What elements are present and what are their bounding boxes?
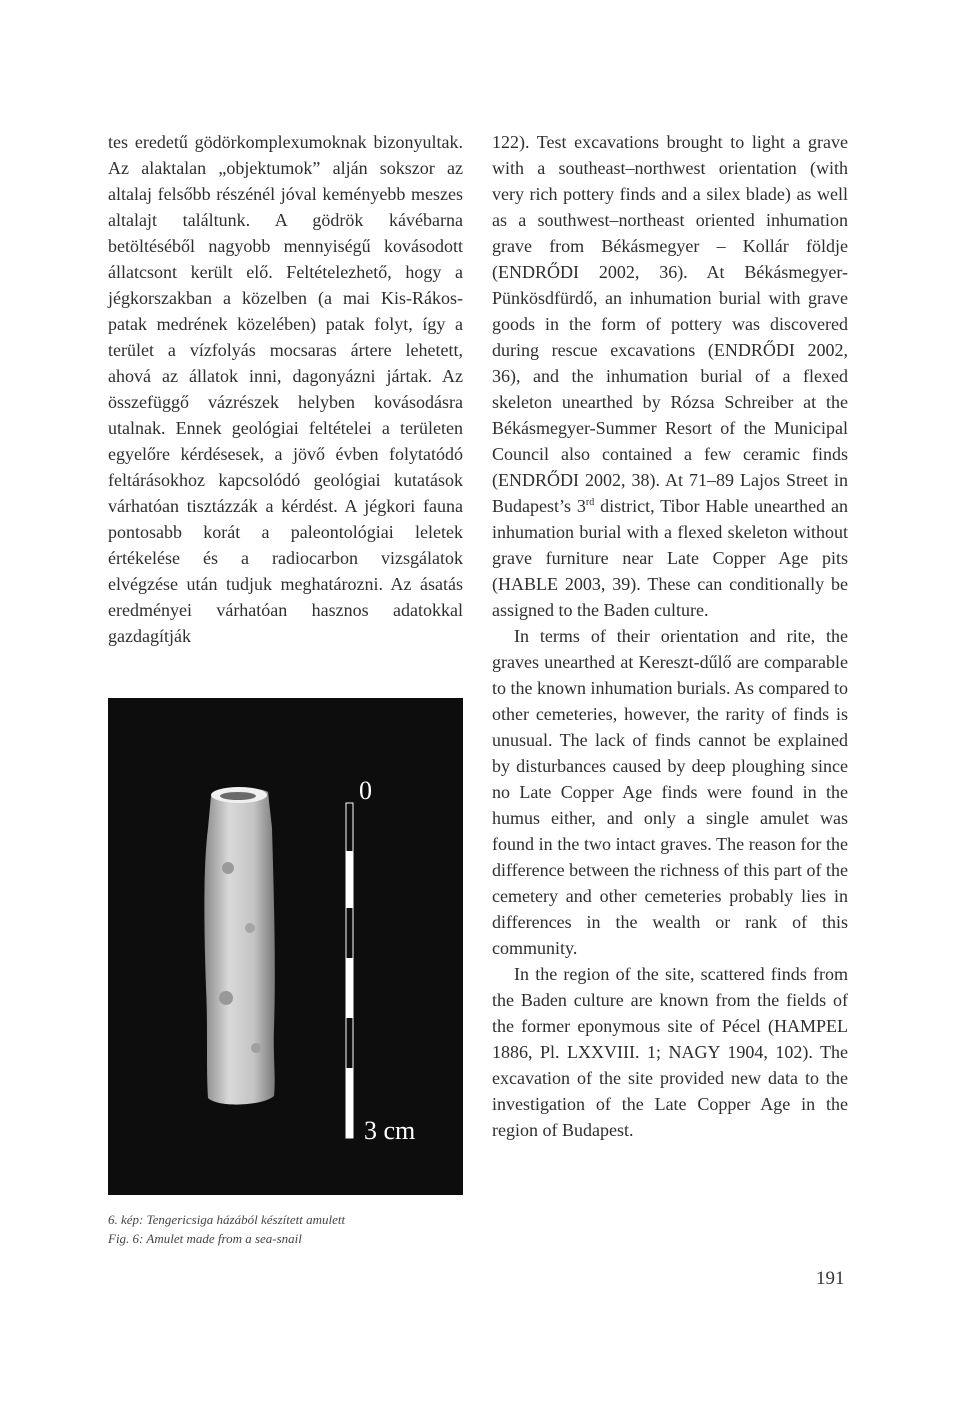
right-paragraph-3: In the region of the site, scattered finds from the Baden culture are known from the fields of the former eponymous site of Pécel (HAMPEL 1886, Pl. LXXVIII. 1; NAGY 1904, 102). The excavation of the site provided new data to the investigation of the Late Copper Age in the region of Budapest. xyxy=(492,964,848,1140)
scale-label-zero: 0 xyxy=(359,776,372,805)
page-number: 191 xyxy=(816,1268,845,1289)
figure-caption xyxy=(108,1210,463,1248)
paragraph-1-text-a: 122). Test excavations brought to light a grave with a southeast–northwest orientation (with very rich pottery finds and a silex blade) as well as a southwest–northeast oriented inhumation grave from Békásmegyer – Kollár földje (ENDRŐDI 2002, 36). At Békásmegyer-Pünkösdfürdő, an inhumation burial with grave goods in the form of pottery was discovered during rescue excavations (ENDRŐDI 2002, 36), and the inhumation burial of a flexed skeleton unearthed by Rózsa Schreiber at the Békásmegyer-Summer Resort of the Municipal Council also contained a few ceramic finds (ENDRŐDI 2002, 38). At 71–89 Lajos Street in Budapest’s 3 xyxy=(492,132,848,516)
left-paragraph: tes eredetű gödörkomplexumoknak bizonyultak. Az alaktalan „objektumok” alján sokszor az altalaj felsőbb részénél jóval keményebb meszes altalajt találtunk. A gödrök kávébarna betöltéséből nagyobb mennyiségű kovásodott állatcsont került elő. Feltételezhető, hogy a jégkorszakban a közelben (a mai Kis-Rákos-patak medrének közelében) patak folyt, így a terület a vízfolyás mocsaras ártere lehetett, ahová az állatok inni, dagonyázni jártak. Az összefüggő vázrészek helyben kovásodásra utalnak. Ennek geológiai feltételei a területen egyelőre kérdésesek, a jövő évben folytatódó feltárásokhoz kapcsolódó geológiai kutatások várhatóan tisztázzák a kérdést. A jégkori fauna pontosabb korát a paleontológiai leletek értékelése és a radiocarbon vizsgálatok elvégzése után tudjuk meghatározni. Az ásatás eredményei várhatóan hasznos adatokkal gazdagítják xyxy=(108,132,463,646)
left-column xyxy=(108,129,463,649)
amulet-object xyxy=(204,789,274,1105)
ordinal-superscript: rd xyxy=(585,497,595,508)
caption-hungarian: 6. kép: Tengericsiga házából készített amulett xyxy=(108,1212,346,1227)
scale-bar xyxy=(346,803,353,1138)
right-paragraph-2: In terms of their orientation and rite, the graves unearthed at Kereszt-dűlő are comparable to the known inhumation burials. As compared to other cemeteries, however, the rarity of finds is unusual. The lack of finds cannot be explained by disturbances caused by deep ploughing since no Late Copper Age finds were found in the humus either, and only a single amulet was found in the two intact graves. The reason for the difference between the richness of this part of the cemetery and other cemeteries probably lies in differences in the wealth or rank of this community. xyxy=(492,626,848,958)
paragraph-1-text-b: district, Tibor Hable unearthed an inhumation burial with a flexed skeleton without grave furniture near Late Copper Age pits (HABLE 2003, 39). These can conditionally be assigned to the Baden culture. xyxy=(492,496,848,620)
right-column xyxy=(492,129,848,1143)
scale-label-3cm: 3 cm xyxy=(364,1116,416,1145)
caption-english: Fig. 6: Amulet made from a sea-snail xyxy=(108,1231,302,1246)
right-paragraph-1 xyxy=(492,129,848,623)
amulet-photo xyxy=(108,698,463,1195)
